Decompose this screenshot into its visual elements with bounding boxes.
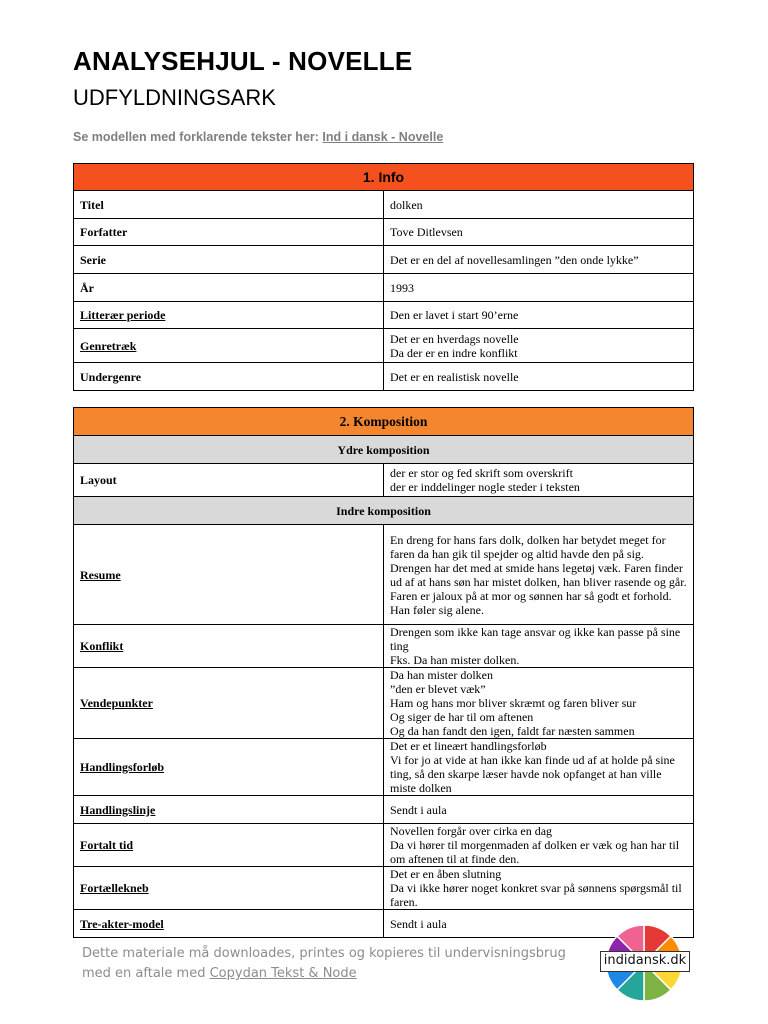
table-row	[74, 867, 694, 910]
info-table	[73, 163, 694, 391]
row-value: Sendt i aula	[384, 910, 694, 938]
table-row	[74, 668, 694, 739]
row-value: Det er en del af novellesamlingen ”den onde lykke”	[384, 246, 694, 274]
row-label: Forfatter	[74, 219, 384, 246]
komposition-heading: 2. Komposition	[74, 408, 694, 436]
footer-line-2: med en aftale med	[82, 966, 206, 981]
footer-text	[82, 944, 566, 984]
table-row	[74, 329, 694, 363]
row-label: Layout	[74, 464, 384, 497]
ydre-heading: Ydre komposition	[74, 436, 694, 464]
row-label: Handlingsforløb	[74, 739, 384, 796]
row-value: Sendt i aula	[384, 796, 694, 824]
row-label: Fortalt tid	[74, 824, 384, 867]
intro-text	[73, 130, 443, 144]
copydan-link[interactable]: Copydan Tekst & Node	[209, 966, 357, 981]
row-value: Novellen forgår over cirka en dag Da vi hører til morgenmaden af dolken er væk og han har til om aftenen til at finde den.	[384, 824, 694, 867]
row-value: Den er lavet i start 90’erne	[384, 302, 694, 329]
table-row	[74, 739, 694, 796]
row-value: Da han mister dolken ”den er blevet væk” Ham og hans mor bliver skræmt og faren bliver sur Og siger de har til om aftenen Og da han fandt den igen, faldt far næsten sammen	[384, 668, 694, 739]
row-label: År	[74, 274, 384, 302]
table-row	[74, 796, 694, 824]
indre-heading: Indre komposition	[74, 497, 694, 525]
logo-text[interactable]: indidansk.dk	[600, 951, 690, 972]
table-row	[74, 191, 694, 219]
table-row	[74, 363, 694, 391]
table-row	[74, 219, 694, 246]
table-row	[74, 525, 694, 625]
row-label: Vendepunkter	[74, 668, 384, 739]
table-row	[74, 246, 694, 274]
row-value: En dreng for hans fars dolk, dolken har betydet meget for faren da han gik til spejder og altid havde den på sig. Drengen har det med at smide hans legetøj væk. Faren finder ud af at hans søn har mistet dolken, han bliver rasende og går. Faren er jaloux på at mor og sønnen har så godt et forhold. Han føler sig alene.	[384, 525, 694, 625]
row-value: Tove Ditlevsen	[384, 219, 694, 246]
row-label: Undergenre	[74, 363, 384, 391]
row-value: Det er en realistisk novelle	[384, 363, 694, 391]
komposition-table	[73, 407, 694, 938]
row-value: der er stor og fed skrift som overskrift der er inddelinger nogle steder i teksten	[384, 464, 694, 497]
row-value: Det er et lineært handlingsforløb Vi for jo at vide at han ikke kan finde ud af at holde på sine ting, så den skarpe læser havde nok opfanget at han ville miste dolken	[384, 739, 694, 796]
row-label: Fortællekneb	[74, 867, 384, 910]
row-label: Resume	[74, 525, 384, 625]
row-label: Handlingslinje	[74, 796, 384, 824]
row-label: Titel	[74, 191, 384, 219]
row-value: dolken	[384, 191, 694, 219]
row-value: Det er en åben slutning Da vi ikke hører noget konkret svar på sønnens spørgsmål til faren.	[384, 867, 694, 910]
row-label: Konflikt	[74, 625, 384, 668]
row-label: Tre-akter-model	[74, 910, 384, 938]
table-row	[74, 302, 694, 329]
row-value: 1993	[384, 274, 694, 302]
info-heading: 1. Info	[74, 164, 694, 191]
intro-label: Se modellen med forklarende tekster her:	[73, 130, 319, 144]
row-label: Litterær periode	[74, 302, 384, 329]
row-label: Serie	[74, 246, 384, 274]
table-row	[74, 625, 694, 668]
row-value: Det er en hverdags novelle Da der er en indre konflikt	[384, 329, 694, 363]
table-row	[74, 824, 694, 867]
page-title: ANALYSEHJUL - NOVELLE	[73, 46, 413, 76]
page-subtitle: UDFYLDNINGSARK	[73, 85, 276, 110]
model-link[interactable]: Ind i dansk - Novelle	[322, 130, 444, 144]
table-row	[74, 274, 694, 302]
row-label: Genretræk	[74, 329, 384, 363]
table-row	[74, 464, 694, 497]
footer-line-1: Dette materiale må downloades, printes og kopieres til undervisningsbrug	[82, 946, 566, 961]
row-value: Drengen som ikke kan tage ansvar og ikke kan passe på sine ting Fks. Da han mister dolken.	[384, 625, 694, 668]
